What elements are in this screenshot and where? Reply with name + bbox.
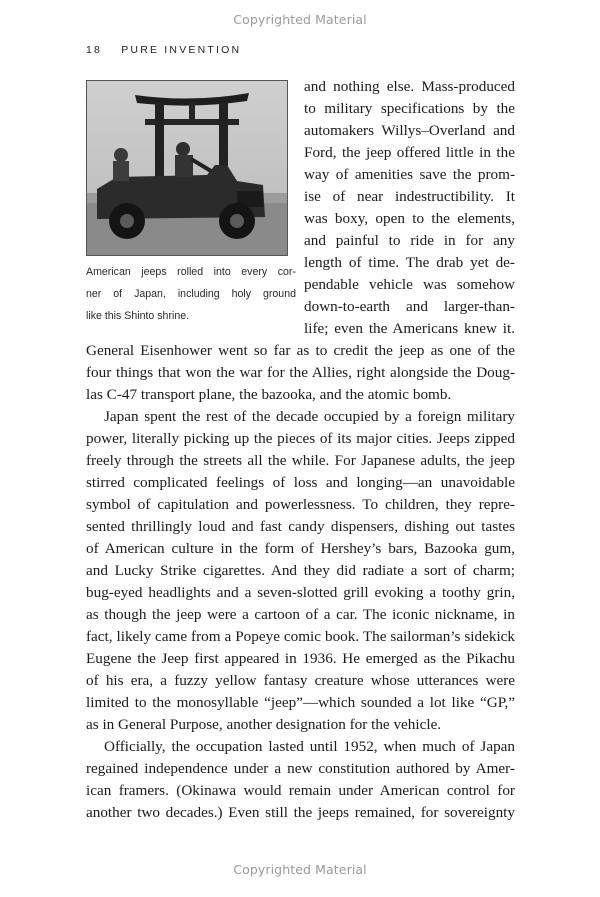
- text-line: limited to the monosyllable “jeep”—which sounded a lot like “GP,”: [86, 694, 515, 711]
- text-line: down-to-earth and larger-than-: [304, 298, 515, 315]
- text-line: ican framers. (Okinawa would remain under American control for: [86, 782, 515, 799]
- text-line: las C-47 transport plane, the bazooka, and the atomic bomb.: [86, 386, 452, 403]
- photo-illustration: [87, 81, 287, 255]
- caption-line: American jeeps rolled into every cor-: [86, 266, 296, 278]
- text-line: as in General Purpose, another designation for the vehicle.: [86, 716, 442, 733]
- text-line: was boxy, open to the elements,: [304, 210, 515, 227]
- text-line: life; even the Americans knew it.: [304, 320, 515, 337]
- paragraph-2: [86, 406, 515, 736]
- text-line: Officially, the occupation lasted until 1952, when much of Japan: [104, 738, 515, 755]
- text-line: bug-eyed headlights and a seven-slotted grill evoking a toothy grin,: [86, 584, 515, 601]
- watermark-top: Copyrighted Material: [233, 12, 367, 27]
- caption-line: ner of Japan, including holy ground: [86, 288, 296, 300]
- text-line: sented thrillingly loud and fast candy dispensers, dishing out tastes: [86, 518, 515, 535]
- text-line: pendable vehicle was somehow: [304, 276, 515, 293]
- text-line: as though the jeep were a cartoon of a car. The iconic nickname, in: [86, 606, 515, 623]
- rider-driver: [176, 142, 190, 156]
- text-line: stirred complicated feelings of loss and longing—an unavoidable: [86, 474, 515, 491]
- wrapped-text-column: [304, 76, 515, 340]
- text-line: automakers Willys–Overland and: [304, 122, 515, 139]
- text-line: symbol of capitulation and powerlessness. To children, they repre-: [86, 496, 515, 513]
- text-line: Japan spent the rest of the decade occupied by a foreign military: [104, 408, 515, 425]
- text-line: length of time. The drab yet de-: [304, 254, 515, 271]
- caption-line: like this Shinto shrine.: [86, 310, 190, 322]
- text-line: of his era, a fuzzy yellow fantasy creature whose utterances were: [86, 672, 515, 689]
- text-line: of American culture in the form of Hershey’s bars, Bazooka gum,: [86, 540, 515, 557]
- text-line: and painful to ride in for any: [304, 232, 515, 249]
- text-line: four things that won the war for the Allies, right alongside the Doug-: [86, 364, 515, 381]
- text-line: fact, likely came from a Popeye comic book. The sailorman’s sidekick: [86, 628, 515, 645]
- text-line: General Eisenhower went so far as to credit the jeep as one of the: [86, 342, 515, 359]
- paragraph-1: [86, 340, 515, 406]
- text-line: another two decades.) Even still the jeeps remained, for sovereignty: [86, 804, 515, 821]
- paragraph-3: [86, 736, 515, 824]
- text-line: ise of near indestructibility. It: [304, 188, 515, 205]
- jeep-torii-photo: [86, 80, 288, 256]
- text-line: Ford, the jeep offered little in the: [304, 144, 515, 161]
- text-line: Eugene the Jeep first appeared in 1936. He emerged as the Pikachu: [86, 650, 515, 667]
- text-line: power, literally picking up the pieces of its major cities. Jeeps zipped: [86, 430, 515, 447]
- text-line: and nothing else. Mass-produced: [304, 78, 515, 95]
- rider-rear: [114, 148, 128, 162]
- text-line: way of amenities save the prom-: [304, 166, 515, 183]
- figure-caption: [86, 264, 296, 330]
- text-line: freely through the streets all the while. For Japanese adults, the jeep: [86, 452, 515, 469]
- text-line: regained independence under a new constitution authored by Amer-: [86, 760, 515, 777]
- page-number: 18: [86, 44, 103, 56]
- watermark-bottom: Copyrighted Material: [233, 862, 367, 877]
- text-line: to military specifications by the: [304, 100, 515, 117]
- text-line: and Lucky Strike cigarettes. And they did radiate a sort of charm;: [86, 562, 515, 579]
- running-head: [86, 44, 241, 56]
- book-title: PURE INVENTION: [121, 44, 242, 56]
